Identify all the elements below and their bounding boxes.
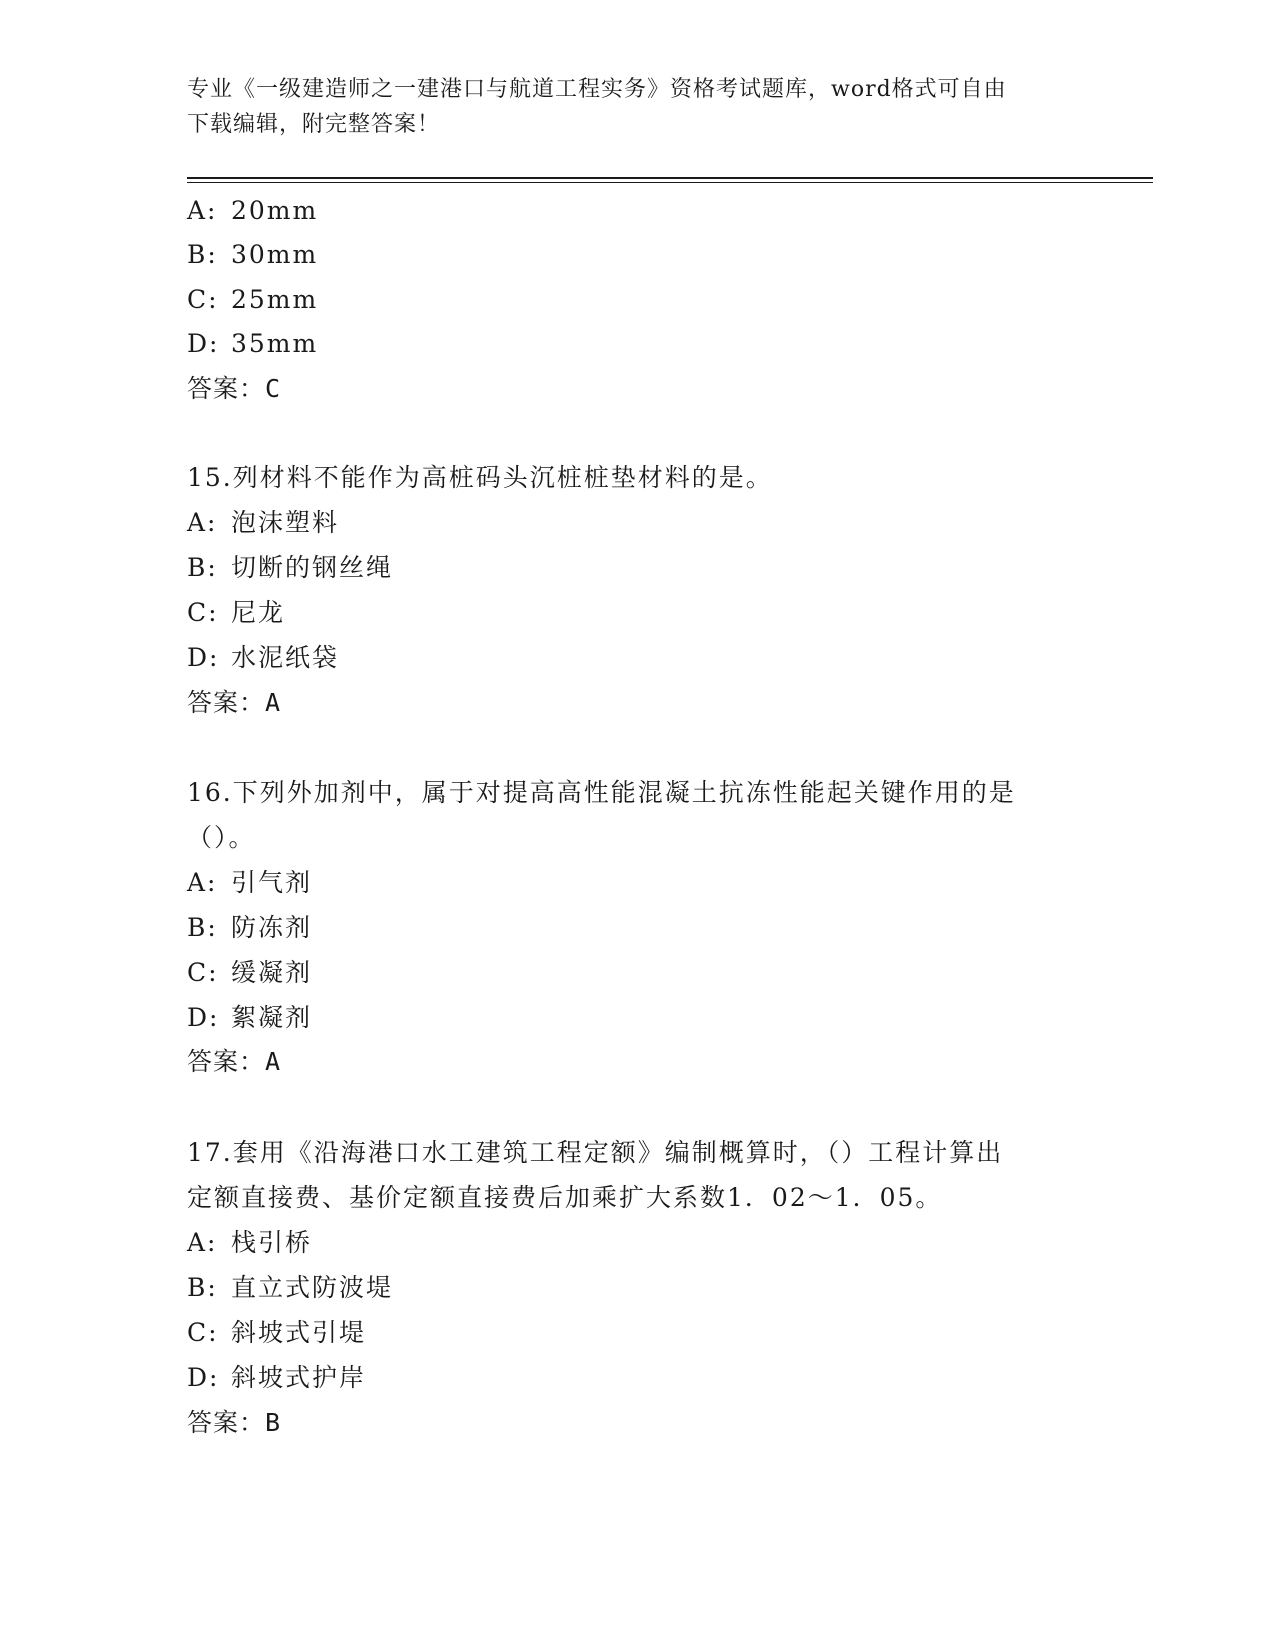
q15-option-a: A: 泡沫塑料 [187, 508, 340, 537]
q17-option-b: B: 直立式防波堤 [187, 1273, 394, 1302]
header-divider-thin [187, 182, 1153, 183]
q15-option-c: C: 尼龙 [187, 598, 286, 627]
q15-question: 15.列材料不能作为高桩码头沉桩桩垫材料的是。 [187, 463, 773, 492]
q17-option-a: A: 栈引桥 [187, 1228, 313, 1257]
q16-question-line-1: 16.下列外加剂中，属于对提高高性能混凝土抗冻性能起关键作用的是 [187, 778, 1016, 807]
q16-question-line-2: （）。 [187, 823, 256, 852]
q14-option-b: B: 30mm [187, 240, 319, 269]
q17-option-d: D: 斜坡式护岸 [187, 1363, 367, 1392]
q14-option-c: C: 25mm [187, 285, 319, 314]
q16-option-b: B: 防冻剂 [187, 913, 313, 942]
q17-answer: 答案：B [187, 1408, 282, 1437]
header-divider-thick [187, 177, 1153, 179]
header-line-1: 专业《一级建造师之一建港口与航道工程实务》资格考试题库，word格式可自由 [187, 77, 1007, 102]
q17-question-line-1: 17.套用《沿海港口水工建筑工程定额》编制概算时，（）工程计算出 [187, 1138, 1004, 1167]
q16-option-a: A: 引气剂 [187, 868, 313, 897]
q15-option-d: D: 水泥纸袋 [187, 643, 340, 672]
q14-answer: 答案：C [187, 374, 282, 403]
q15-option-b: B: 切断的钢丝绳 [187, 553, 394, 582]
q14-option-d: D: 35mm [187, 329, 319, 358]
q17-option-c: C: 斜坡式引堤 [187, 1318, 367, 1347]
q16-answer: 答案：A [187, 1047, 282, 1076]
q14-option-a: A: 20mm [187, 196, 319, 225]
q15-answer: 答案：A [187, 688, 282, 717]
q16-option-c: C: 缓凝剂 [187, 958, 313, 987]
q16-option-d: D: 絮凝剂 [187, 1003, 313, 1032]
header-line-2: 下载编辑，附完整答案！ [187, 112, 441, 137]
document-header [187, 72, 1067, 142]
q17-question-line-2: 定额直接费、基价定额直接费后加乘扩大系数1．02～1．05。 [187, 1183, 943, 1212]
